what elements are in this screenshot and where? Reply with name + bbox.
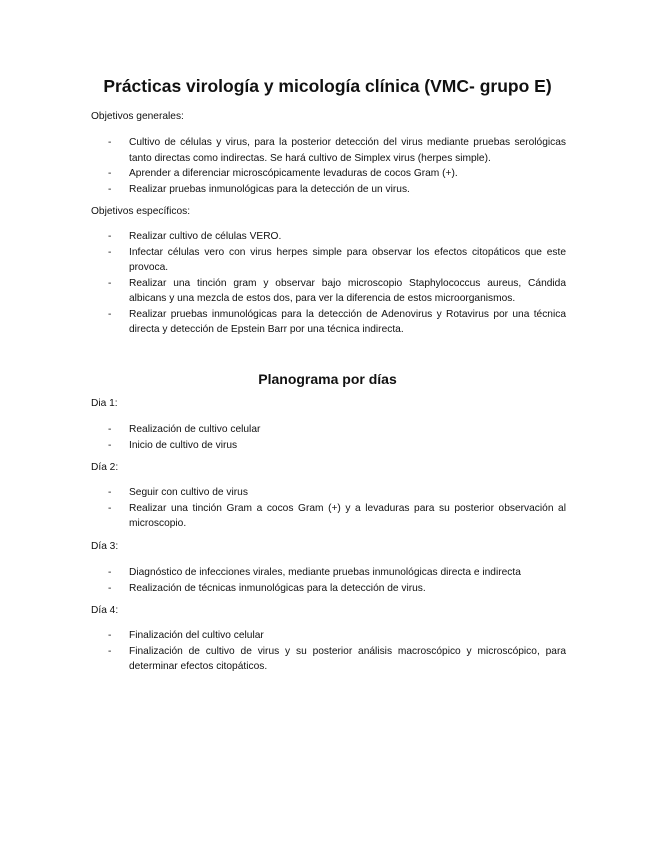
dia-4-label: Día 4: [91, 605, 119, 616]
dia-2-label: Día 2: [91, 462, 119, 473]
bullet-dash: - [108, 582, 112, 594]
dia-1-label: Dia 1: [91, 398, 118, 409]
objetivos-generales-label: Objetivos generales: [91, 111, 184, 122]
bullet-dash: - [108, 630, 112, 641]
objetivos-generales-list [108, 135, 566, 197]
bullet-dash: - [108, 487, 112, 498]
bullet-dash: - [108, 439, 112, 451]
list-item: - Realización de cultivo celular [108, 422, 566, 438]
list-item: - Realizar una tinción Gram a cocos Gram (+) y a levaduras para su posterior observación al microscopio. [108, 502, 566, 529]
list-item: - Seguir con cultivo de virus [108, 485, 566, 501]
list-item: - Inicio de cultivo de virus [108, 438, 566, 454]
bullet-dash: - [108, 168, 112, 179]
bullet-dash: - [108, 424, 112, 435]
list-item: - Cultivo de células y virus, para la posterior detección del virus mediante pruebas serológicas tanto directas como indirectas. Se hará cultivo de Simplex virus (herpes simple). [108, 137, 566, 164]
dia-2-list [108, 485, 566, 532]
bullet-dash: - [108, 502, 112, 514]
list-item: - Diagnóstico de infecciones virales, mediante pruebas inmunológicas directa e indirecta [108, 565, 566, 581]
list-item: - Realizar pruebas inmunológicas para la detección de Adenovirus y Rotavirus por una técnica directa y detección de Epstein Barr por una técnica indirecta. [108, 308, 566, 335]
list-item: - Finalización de cultivo de virus y su posterior análisis macroscópico y microscópico, para determinar efectos citopáticos. [108, 645, 566, 672]
objetivos-especificos-label: Objetivos específicos: [91, 206, 191, 217]
bullet-dash: - [108, 567, 112, 578]
dia-4-list [108, 628, 566, 675]
bullet-dash: - [108, 231, 112, 242]
page-title: Prácticas virología y micología clínica (VMC- grupo E) [103, 76, 552, 96]
list-item: - Finalización del cultivo celular [108, 628, 566, 644]
dia-3-label: Día 3: [91, 541, 119, 552]
bullet-dash: - [108, 645, 112, 657]
dia-1-list [108, 422, 566, 453]
bullet-dash: - [108, 183, 112, 195]
list-item: - Aprender a diferenciar microscópicamente levaduras de cocos Gram (+). [108, 166, 566, 182]
list-item: - Realización de técnicas inmunológicas para la detección de virus. [108, 581, 566, 597]
bullet-dash: - [108, 277, 112, 289]
list-item: - Infectar células vero con virus herpes simple para observar los efectos citopáticos que este provoca. [108, 246, 566, 273]
objetivos-especificos-list [108, 229, 566, 338]
list-item: - Realizar una tinción gram y observar bajo microscopio Staphylococcus aureus, Cándida albicans y una mezcla de estos dos, para ver la diferencia de estos microorganismos. [108, 277, 566, 304]
bullet-dash: - [108, 308, 112, 320]
list-item: - Realizar pruebas inmunológicas para la detección de un virus. [108, 182, 566, 198]
bullet-dash: - [108, 137, 112, 148]
planograma-heading: Planograma por días [258, 371, 397, 387]
list-item: - Realizar cultivo de células VERO. [108, 229, 566, 245]
dia-3-list [108, 565, 566, 596]
bullet-dash: - [108, 246, 112, 258]
